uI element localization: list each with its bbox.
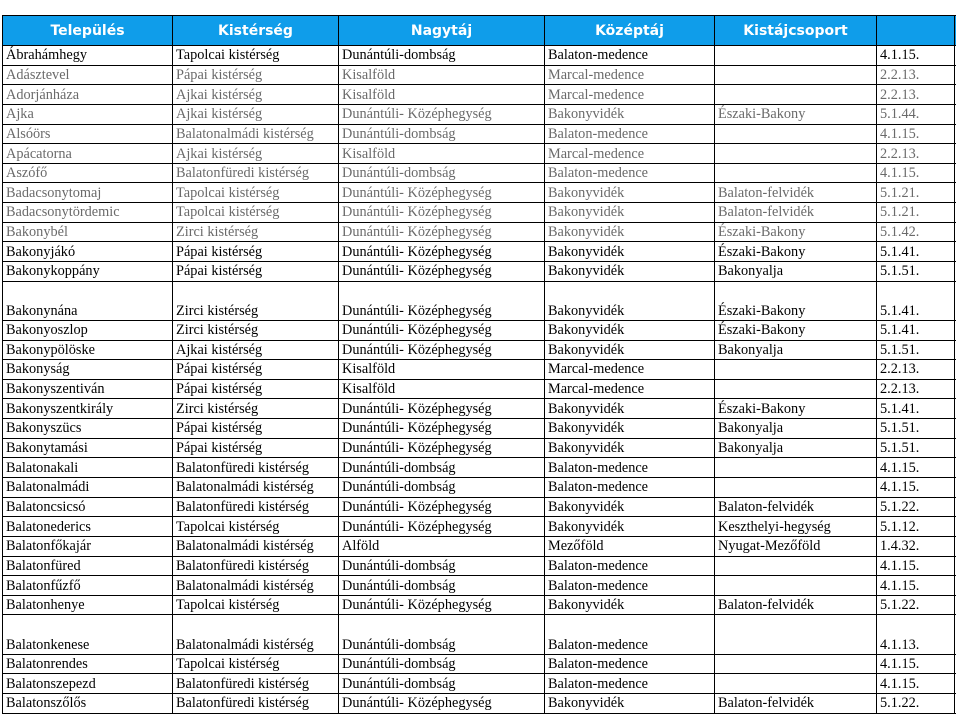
cell-telepules: Aszófő (3, 164, 173, 183)
cell-nagytaj: Dunántúli- Középhegység (339, 596, 545, 615)
cell-code: 2.2.13. (877, 144, 955, 163)
cell-koztaj: Balaton-medence (545, 164, 715, 183)
cell-telepules: Bakonykoppány (3, 262, 173, 281)
cell-nagytaj: Dunántúli-dombság (339, 125, 545, 144)
cell-code: 4.1.15. (877, 478, 955, 497)
cell-nagytaj: Dunántúli- Középhegység (339, 203, 545, 222)
cell-code: 2.2.13. (877, 360, 955, 379)
cell-nagytaj: Dunántúli- Középhegység (339, 262, 545, 281)
cell-nagytaj: Dunántúli-dombság (339, 46, 545, 65)
cell-telepules: Bakonytamási (3, 439, 173, 458)
cell-code: 4.1.15. (877, 458, 955, 477)
cell-koztaj: Marcal-medence (545, 144, 715, 163)
cell-kisterseg: Ajkai kistérség (173, 85, 339, 104)
cell-code: 2.2.13. (877, 85, 955, 104)
cell-nagytaj: Dunántúli- Középhegység (339, 105, 545, 124)
cell-kistajcsoport (715, 615, 877, 653)
cell-koztaj: Bakonyvidék (545, 262, 715, 281)
cell-code: 4.1.15. (877, 46, 955, 65)
cell-kisterseg: Balatonalmádi kistérség (173, 125, 339, 144)
cell-koztaj: Balaton-medence (545, 655, 715, 674)
table-row (3, 242, 956, 262)
cell-koztaj: Bakonyvidék (545, 498, 715, 517)
cell-kistajcsoport (715, 360, 877, 379)
cell-code: 5.1.51. (877, 439, 955, 458)
cell-nagytaj: Kisalföld (339, 85, 545, 104)
cell-telepules: Balatonederics (3, 517, 173, 536)
cell-kistajcsoport: Bakonyalja (715, 341, 877, 360)
cell-kistajcsoport (715, 66, 877, 85)
cell-code: 5.1.41. (877, 242, 955, 261)
cell-nagytaj: Dunántúli- Középhegység (339, 517, 545, 536)
header-telepules: Település (3, 16, 173, 45)
cell-code: 5.1.41. (877, 282, 955, 320)
cell-koztaj: Bakonyvidék (545, 694, 715, 713)
table-row (3, 46, 956, 66)
cell-code: 5.1.12. (877, 517, 955, 536)
cell-telepules: Balatonrendes (3, 655, 173, 674)
cell-koztaj: Bakonyvidék (545, 517, 715, 536)
cell-telepules: Balatonalmádi (3, 478, 173, 497)
cell-nagytaj: Dunántúli-dombság (339, 615, 545, 653)
cell-koztaj: Balaton-medence (545, 674, 715, 693)
cell-kistajcsoport: Bakonyalja (715, 262, 877, 281)
cell-koztaj: Balaton-medence (545, 458, 715, 477)
cell-telepules: Ábrahámhegy (3, 46, 173, 65)
cell-koztaj: Marcal-medence (545, 360, 715, 379)
cell-nagytaj: Dunántúli-dombság (339, 557, 545, 576)
settlements-table (2, 15, 956, 714)
cell-kisterseg: Ajkai kistérség (173, 144, 339, 163)
cell-code: 4.1.13. (877, 615, 955, 653)
cell-koztaj: Bakonyvidék (545, 419, 715, 438)
cell-nagytaj: Alföld (339, 537, 545, 556)
cell-telepules: Bakonyjákó (3, 242, 173, 261)
cell-kisterseg: Balatonalmádi kistérség (173, 478, 339, 497)
cell-koztaj: Marcal-medence (545, 85, 715, 104)
table-row (3, 576, 956, 596)
table-row (3, 66, 956, 86)
cell-kistajcsoport (715, 458, 877, 477)
cell-koztaj: Bakonyvidék (545, 439, 715, 458)
cell-kisterseg: Tapolcai kistérség (173, 203, 339, 222)
cell-kisterseg: Ajkai kistérség (173, 105, 339, 124)
cell-telepules: Bakonyság (3, 360, 173, 379)
cell-code: 5.1.22. (877, 596, 955, 615)
cell-code: 4.1.15. (877, 125, 955, 144)
table-row (3, 144, 956, 164)
cell-telepules: Balatonfűzfő (3, 576, 173, 595)
cell-kistajcsoport (715, 557, 877, 576)
cell-koztaj: Bakonyvidék (545, 223, 715, 242)
cell-code: 5.1.22. (877, 498, 955, 517)
cell-kistajcsoport (715, 164, 877, 183)
cell-nagytaj: Kisalföld (339, 66, 545, 85)
table-row (3, 537, 956, 557)
cell-nagytaj: Dunántúli-dombság (339, 458, 545, 477)
table-row (3, 380, 956, 400)
cell-kistajcsoport: Északi-Bakony (715, 282, 877, 320)
table-row (3, 85, 956, 105)
cell-kistajcsoport: Északi-Bakony (715, 223, 877, 242)
cell-koztaj: Bakonyvidék (545, 596, 715, 615)
cell-code: 5.1.51. (877, 262, 955, 281)
cell-koztaj: Bakonyvidék (545, 321, 715, 340)
cell-code: 4.1.15. (877, 655, 955, 674)
cell-telepules: Bakonyszücs (3, 419, 173, 438)
cell-telepules: Bakonyoszlop (3, 321, 173, 340)
table-row (3, 360, 956, 380)
cell-kistajcsoport: Balaton-felvidék (715, 694, 877, 713)
cell-kistajcsoport: Északi-Bakony (715, 242, 877, 261)
table-row (3, 439, 956, 459)
cell-kisterseg: Pápai kistérség (173, 360, 339, 379)
cell-code: 5.1.44. (877, 105, 955, 124)
cell-kistajcsoport: Balaton-felvidék (715, 596, 877, 615)
cell-koztaj: Bakonyvidék (545, 183, 715, 202)
cell-koztaj: Mezőföld (545, 537, 715, 556)
cell-kistajcsoport: Balaton-felvidék (715, 203, 877, 222)
cell-telepules: Alsóörs (3, 125, 173, 144)
cell-telepules: Adorjánháza (3, 85, 173, 104)
cell-koztaj: Bakonyvidék (545, 203, 715, 222)
table-row (3, 498, 956, 518)
table-row (3, 321, 956, 341)
cell-kistajcsoport: Balaton-felvidék (715, 498, 877, 517)
table-row (3, 164, 956, 184)
cell-kisterseg: Tapolcai kistérség (173, 46, 339, 65)
cell-kisterseg: Balatonfüredi kistérség (173, 557, 339, 576)
cell-telepules: Balatonszepezd (3, 674, 173, 693)
cell-kisterseg: Pápai kistérség (173, 242, 339, 261)
cell-kisterseg: Balatonfüredi kistérség (173, 694, 339, 713)
cell-kisterseg: Ajkai kistérség (173, 341, 339, 360)
table-body (3, 46, 956, 714)
cell-code: 5.1.51. (877, 341, 955, 360)
cell-nagytaj: Dunántúli- Középhegység (339, 183, 545, 202)
cell-kistajcsoport: Nyugat-Mezőföld (715, 537, 877, 556)
table-row (3, 203, 956, 223)
cell-kisterseg: Tapolcai kistérség (173, 517, 339, 536)
table-row (3, 517, 956, 537)
cell-nagytaj: Dunántúli-dombság (339, 164, 545, 183)
cell-koztaj: Bakonyvidék (545, 399, 715, 418)
cell-nagytaj: Kisalföld (339, 360, 545, 379)
cell-koztaj: Balaton-medence (545, 576, 715, 595)
cell-code: 1.4.32. (877, 537, 955, 556)
cell-kisterseg: Pápai kistérség (173, 380, 339, 399)
cell-telepules: Badacsonytomaj (3, 183, 173, 202)
cell-code: 2.2.13. (877, 66, 955, 85)
table-row (3, 674, 956, 694)
cell-kistajcsoport (715, 46, 877, 65)
cell-kistajcsoport (715, 144, 877, 163)
cell-kistajcsoport: Északi-Bakony (715, 399, 877, 418)
cell-kisterseg: Balatonfüredi kistérség (173, 164, 339, 183)
cell-kisterseg: Zirci kistérség (173, 399, 339, 418)
cell-code: 4.1.15. (877, 576, 955, 595)
table-row (3, 419, 956, 439)
cell-kisterseg: Balatonfüredi kistérség (173, 458, 339, 477)
cell-nagytaj: Dunántúli- Középhegység (339, 694, 545, 713)
table-row (3, 183, 956, 203)
table-row (3, 694, 956, 714)
cell-nagytaj: Dunántúli- Középhegység (339, 498, 545, 517)
cell-nagytaj: Dunántúli- Középhegység (339, 439, 545, 458)
cell-nagytaj: Dunántúli-dombság (339, 655, 545, 674)
table-row (3, 125, 956, 145)
cell-koztaj: Marcal-medence (545, 380, 715, 399)
cell-nagytaj: Dunántúli-dombság (339, 576, 545, 595)
cell-nagytaj: Kisalföld (339, 380, 545, 399)
cell-kisterseg: Pápai kistérség (173, 419, 339, 438)
cell-kistajcsoport: Bakonyalja (715, 439, 877, 458)
table-row (3, 458, 956, 478)
cell-koztaj: Balaton-medence (545, 557, 715, 576)
cell-code: 5.1.21. (877, 203, 955, 222)
table-row (3, 478, 956, 498)
cell-koztaj: Balaton-medence (545, 125, 715, 144)
cell-nagytaj: Dunántúli- Középhegység (339, 223, 545, 242)
cell-code: 5.1.21. (877, 183, 955, 202)
cell-koztaj: Marcal-medence (545, 66, 715, 85)
cell-telepules: Balatonhenye (3, 596, 173, 615)
header-code (877, 16, 955, 45)
table-row (3, 596, 956, 616)
cell-kisterseg: Pápai kistérség (173, 262, 339, 281)
cell-nagytaj: Dunántúli- Középhegység (339, 341, 545, 360)
cell-telepules: Badacsonytördemic (3, 203, 173, 222)
cell-telepules: Bakonynána (3, 282, 173, 320)
cell-telepules: Bakonyszentiván (3, 380, 173, 399)
cell-nagytaj: Dunántúli- Középhegység (339, 282, 545, 320)
cell-telepules: Balatonszőlős (3, 694, 173, 713)
cell-kistajcsoport: Balaton-felvidék (715, 183, 877, 202)
cell-telepules: Apácatorna (3, 144, 173, 163)
cell-code: 5.1.41. (877, 399, 955, 418)
table-header (3, 16, 956, 46)
cell-koztaj: Balaton-medence (545, 478, 715, 497)
cell-kisterseg: Zirci kistérség (173, 282, 339, 320)
table-row (3, 262, 956, 282)
cell-koztaj: Balaton-medence (545, 46, 715, 65)
cell-koztaj: Balaton-medence (545, 615, 715, 653)
cell-telepules: Bakonybél (3, 223, 173, 242)
header-kistajcsoport: Kistájcsoport (715, 16, 877, 45)
table-row (3, 615, 956, 654)
cell-telepules: Balatonfőkajár (3, 537, 173, 556)
table-row (3, 557, 956, 577)
cell-kisterseg: Zirci kistérség (173, 223, 339, 242)
cell-nagytaj: Dunántúli- Középhegység (339, 419, 545, 438)
cell-nagytaj: Dunántúli- Középhegység (339, 399, 545, 418)
cell-kisterseg: Balatonfüredi kistérség (173, 674, 339, 693)
table-row (3, 105, 956, 125)
cell-telepules: Balatoncsicsó (3, 498, 173, 517)
cell-koztaj: Bakonyvidék (545, 282, 715, 320)
cell-kisterseg: Pápai kistérség (173, 66, 339, 85)
cell-telepules: Bakonypölöske (3, 341, 173, 360)
cell-kistajcsoport (715, 655, 877, 674)
cell-kisterseg: Balatonalmádi kistérség (173, 576, 339, 595)
cell-code: 5.1.51. (877, 419, 955, 438)
cell-kistajcsoport (715, 674, 877, 693)
cell-kisterseg: Tapolcai kistérség (173, 655, 339, 674)
cell-code: 4.1.15. (877, 674, 955, 693)
cell-kistajcsoport (715, 85, 877, 104)
cell-koztaj: Bakonyvidék (545, 242, 715, 261)
cell-kisterseg: Pápai kistérség (173, 439, 339, 458)
table-row (3, 341, 956, 361)
cell-kistajcsoport (715, 380, 877, 399)
cell-telepules: Adásztevel (3, 66, 173, 85)
cell-kisterseg: Balatonalmádi kistérség (173, 615, 339, 653)
cell-code: 5.1.22. (877, 694, 955, 713)
cell-nagytaj: Dunántúli- Középhegység (339, 242, 545, 261)
table-row (3, 282, 956, 321)
cell-nagytaj: Dunántúli-dombság (339, 478, 545, 497)
cell-telepules: Balatonakali (3, 458, 173, 477)
cell-code: 2.2.13. (877, 380, 955, 399)
cell-kisterseg: Zirci kistérség (173, 321, 339, 340)
cell-kisterseg: Balatonalmádi kistérség (173, 537, 339, 556)
cell-nagytaj: Dunántúli-dombság (339, 674, 545, 693)
cell-code: 5.1.42. (877, 223, 955, 242)
cell-code: 4.1.15. (877, 557, 955, 576)
cell-koztaj: Bakonyvidék (545, 105, 715, 124)
cell-kistajcsoport (715, 478, 877, 497)
cell-kistajcsoport (715, 576, 877, 595)
cell-koztaj: Bakonyvidék (545, 341, 715, 360)
cell-kistajcsoport: Keszthelyi-hegység (715, 517, 877, 536)
cell-nagytaj: Dunántúli- Középhegység (339, 321, 545, 340)
header-kisterseg: Kistérség (173, 16, 339, 45)
cell-telepules: Ajka (3, 105, 173, 124)
cell-telepules: Bakonyszentkirály (3, 399, 173, 418)
header-nagytaj: Nagytáj (339, 16, 545, 45)
cell-code: 4.1.15. (877, 164, 955, 183)
cell-code: 5.1.41. (877, 321, 955, 340)
cell-telepules: Balatonfüred (3, 557, 173, 576)
header-koztaj: Középtáj (545, 16, 715, 45)
cell-kisterseg: Tapolcai kistérség (173, 183, 339, 202)
cell-kistajcsoport (715, 125, 877, 144)
table-row (3, 223, 956, 243)
cell-kistajcsoport: Északi-Bakony (715, 105, 877, 124)
cell-kisterseg: Balatonfüredi kistérség (173, 498, 339, 517)
cell-kisterseg: Tapolcai kistérség (173, 596, 339, 615)
cell-kistajcsoport: Bakonyalja (715, 419, 877, 438)
table-row (3, 655, 956, 675)
cell-nagytaj: Kisalföld (339, 144, 545, 163)
cell-kistajcsoport: Északi-Bakony (715, 321, 877, 340)
table-row (3, 399, 956, 419)
cell-telepules: Balatonkenese (3, 615, 173, 653)
